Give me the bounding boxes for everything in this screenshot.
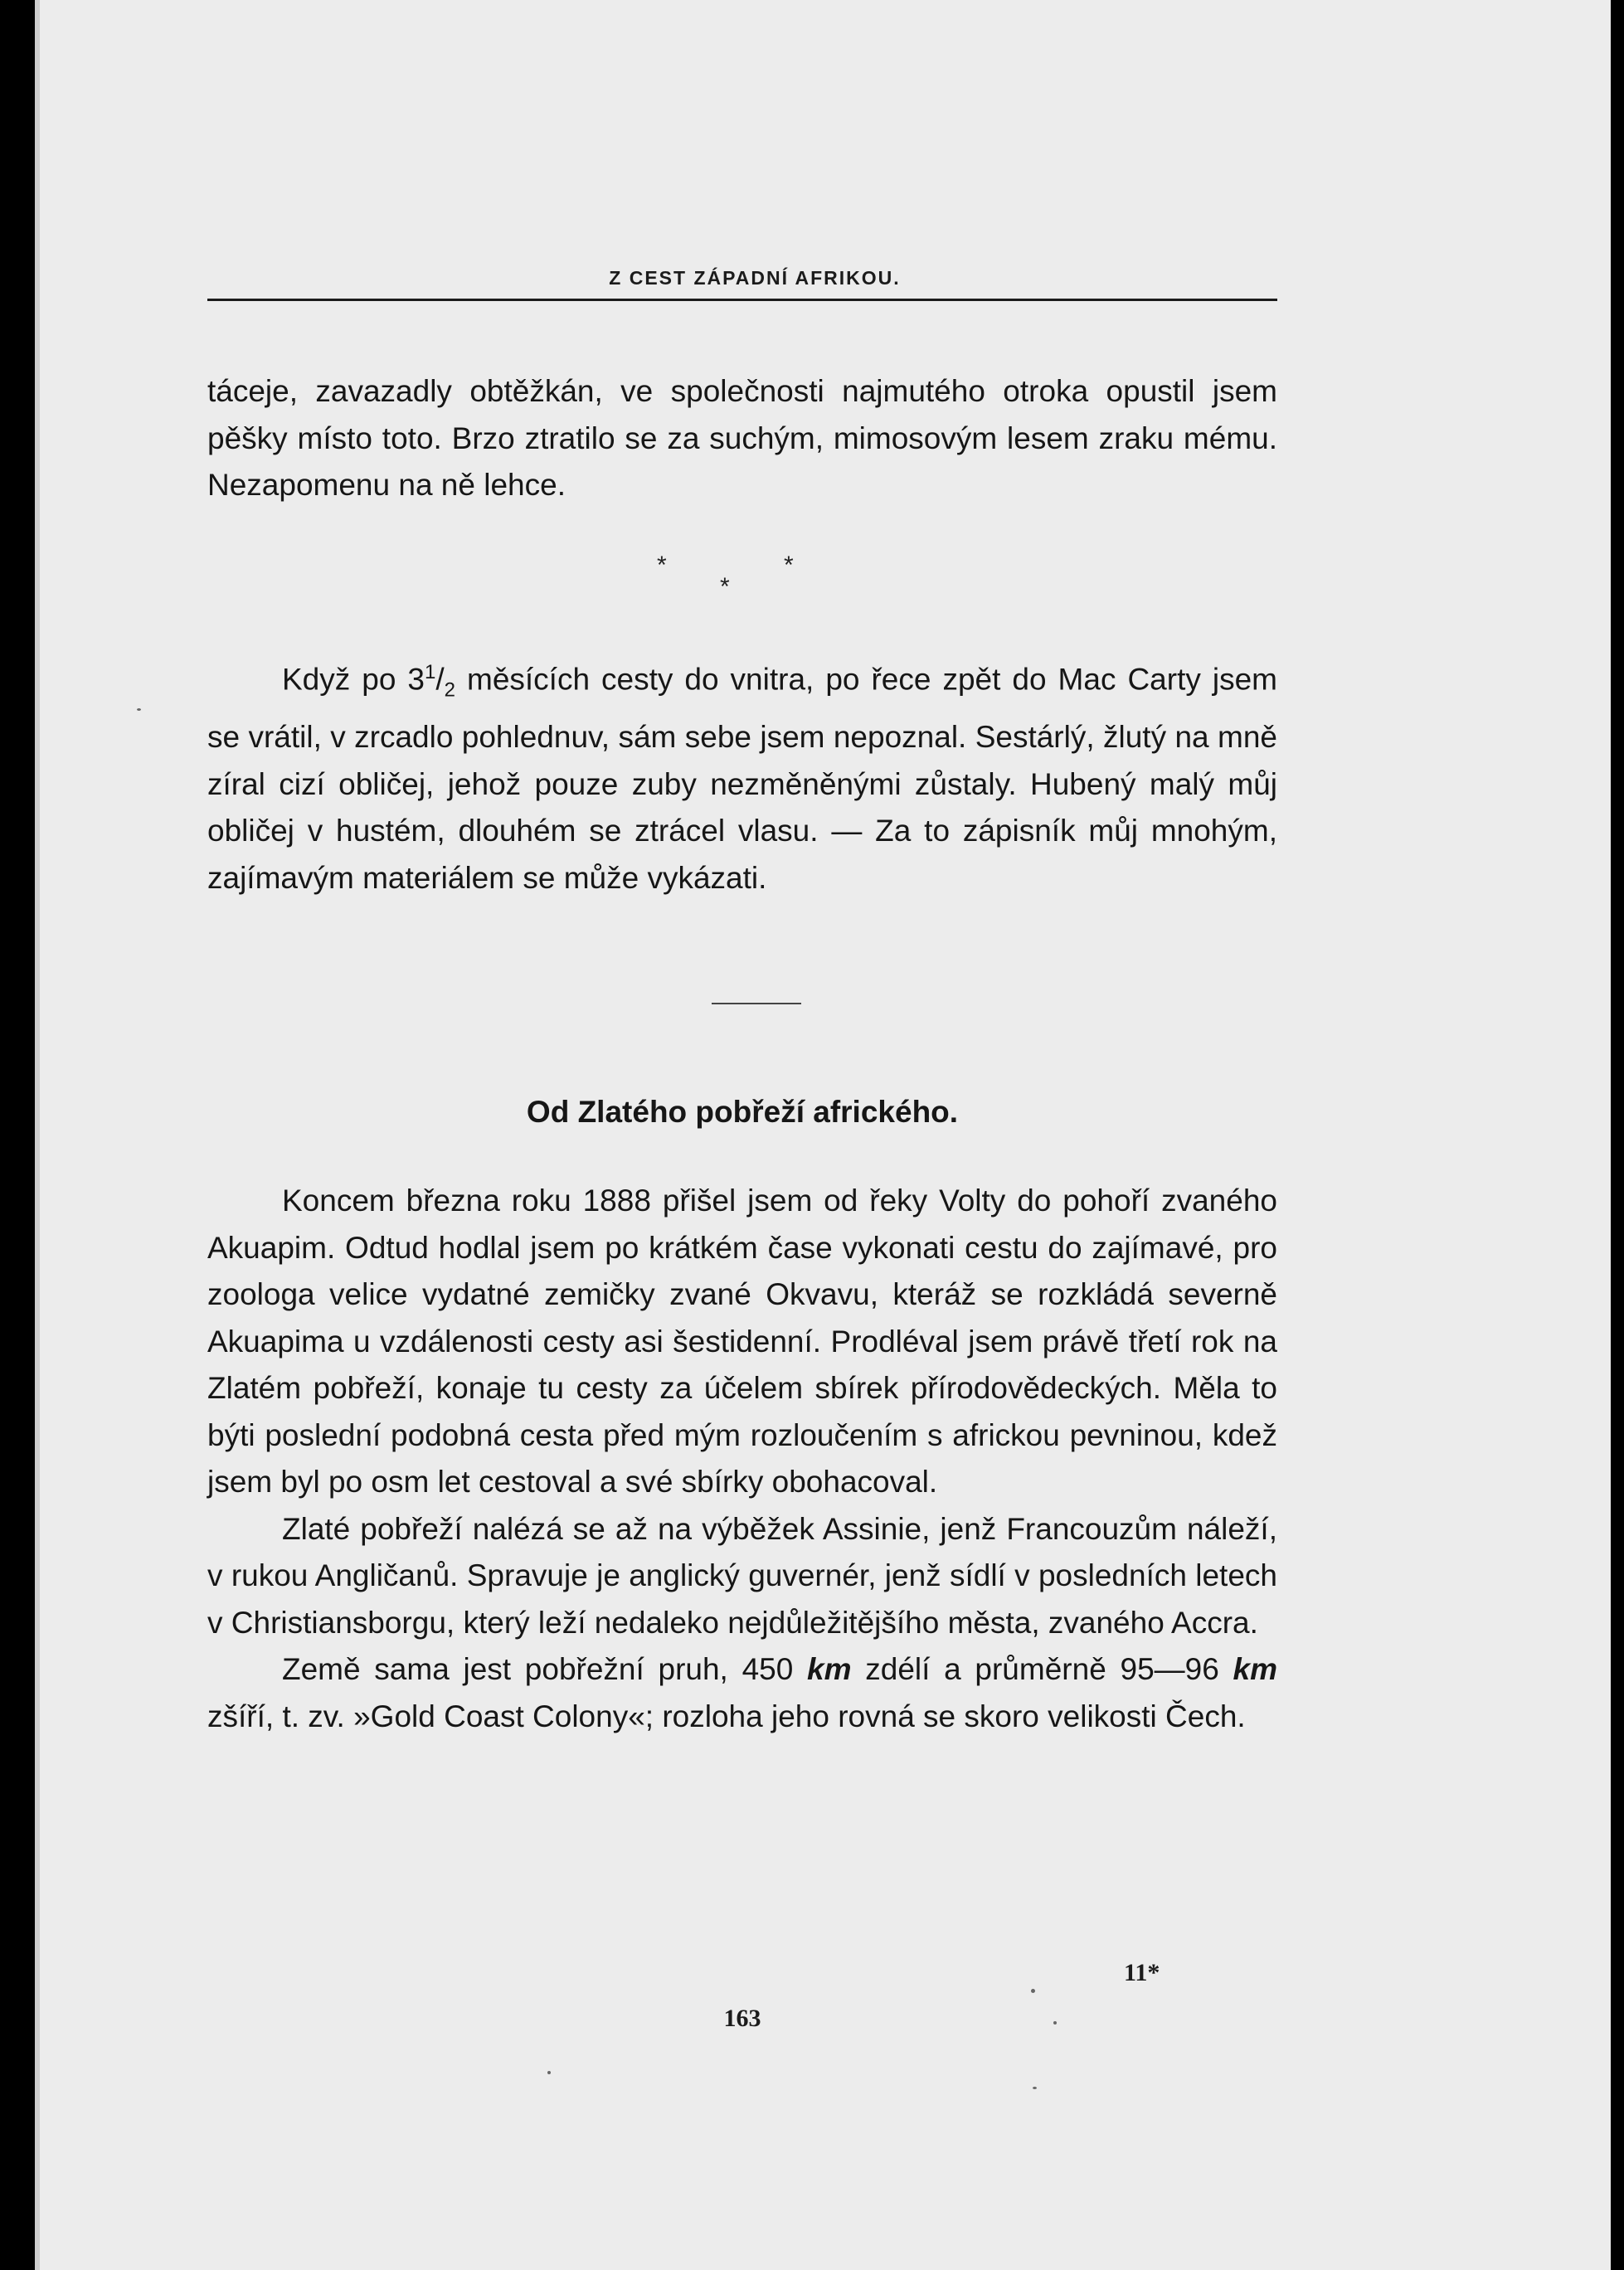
scan-speck <box>1031 1989 1035 1993</box>
scan-speck <box>547 2071 551 2074</box>
paragraph-1-text: táceje, zavazadly obtěžkán, ve společnosti najmutého otroka opustil jsem pěšky místo toto. Brzo ztratilo se za suchým, mimosovým lesem zraku mému. Nezapomenu na ně lehce. <box>207 374 1277 502</box>
asterism-star-center: * <box>720 573 730 600</box>
paragraph-3-text: Koncem března roku 1888 přišel jsem od řeky Volty do pohoří zvaného Akuapim. Odtud hodlal jsem po krátkém čase vykonati cestu do zajímavé, pro zoologa velice vydatné zemičky zvané Okvavu, kteráž se rozkládá severně Akuapima u vzdálenosti cesty asi šestidenní. Prodléval jsem právě třetí rok na Zlatém pobřeží, konaje tu cesty za účelem sbírek přírodovědeckých. Měla to býti poslední podobná cesta před mým rozloučením s africkou pevninou, kdež jsem byl po osm let cestoval a své sbírky obohacoval. <box>207 1184 1277 1499</box>
paragraph-5-part-b: zdélí a průměrně 95—96 <box>851 1652 1233 1686</box>
paragraph-2 <box>207 649 1277 902</box>
scan-speck <box>1033 2087 1037 2089</box>
paragraph-2-text: Když po $3^1/_2$ měsících cesty do vnitra, po řece zpět do Mac Carty jsem se vrátil, v zrcadlo pohlednuv, sám sebe jsem nepoznal. Sestárlý, žlutý na mně zíral cizí obličej, jehož pouze zuby nezměněnými zůstaly. Hubený malý můj obličej v hustém, dlouhém se ztrácel vlasu. — Za to zápisník můj mnohým, zajímavým materiálem se může vykázati. <box>207 661 1277 895</box>
asterism <box>639 552 838 618</box>
scan-speck <box>137 708 141 711</box>
page-edge <box>35 0 40 2270</box>
unit-km-2: km <box>1233 1652 1278 1686</box>
page-number: 163 <box>723 2005 761 2032</box>
unit-km-1: km <box>807 1652 852 1686</box>
asterism-star-right: * <box>784 552 794 579</box>
header-rule <box>207 299 1277 301</box>
running-head: Z CEST ZÁPADNÍ AFRIKOU. <box>609 267 901 289</box>
paragraph-continuation <box>207 368 1277 509</box>
paragraph-2-rest: měsících cesty do vnitra, po řece zpět do Mac Carty jsem se vrátil, v zrcadlo pohlednuv, sám sebe jsem nepoznal. Sestárlý, žlutý na mně zíral cizí obličej, jehož pouze zuby nezměněnými zůstaly. Hubený malý můj obličej v hustém, dlouhém se ztrácel vlasu. — Za to zápisník můj mnohým, zajímavým materiálem se může vykázati. <box>207 662 1277 895</box>
section-title: Od Zlatého pobřeží afrického. <box>526 1095 959 1129</box>
paragraph-2-lead: Když po 3 <box>282 662 425 697</box>
paragraph-5-part-c: zšíří, t. zv. »Gold Coast Colony«; rozloha jeho rovná se skoro velikosti Čech. <box>207 1699 1246 1733</box>
book-page <box>35 0 1611 2270</box>
asterism-star-left: * <box>657 552 667 579</box>
signature-mark: 11* <box>1124 1959 1160 1986</box>
section-body <box>207 1178 1277 1740</box>
fraction-denominator: 2 <box>444 678 455 702</box>
section-divider <box>712 1003 801 1004</box>
paragraph-5-part-a: Země sama jest pobřežní pruh, 450 <box>282 1652 808 1686</box>
scan-speck <box>1053 2021 1057 2025</box>
paragraph-4-text: Zlaté pobřeží nalézá se až na výběžek Assinie, jenž Francouzům náleží, v rukou Angličanů. Spravuje je anglický guvernér, jenž sídlí v posledních letech v Christiansborgu, který leží nedaleko nejdůležitějšího města, zvaného Accra. <box>207 1511 1277 1640</box>
paragraph-5-text <box>207 1646 1277 1740</box>
fraction-numerator: 1 <box>425 661 436 683</box>
